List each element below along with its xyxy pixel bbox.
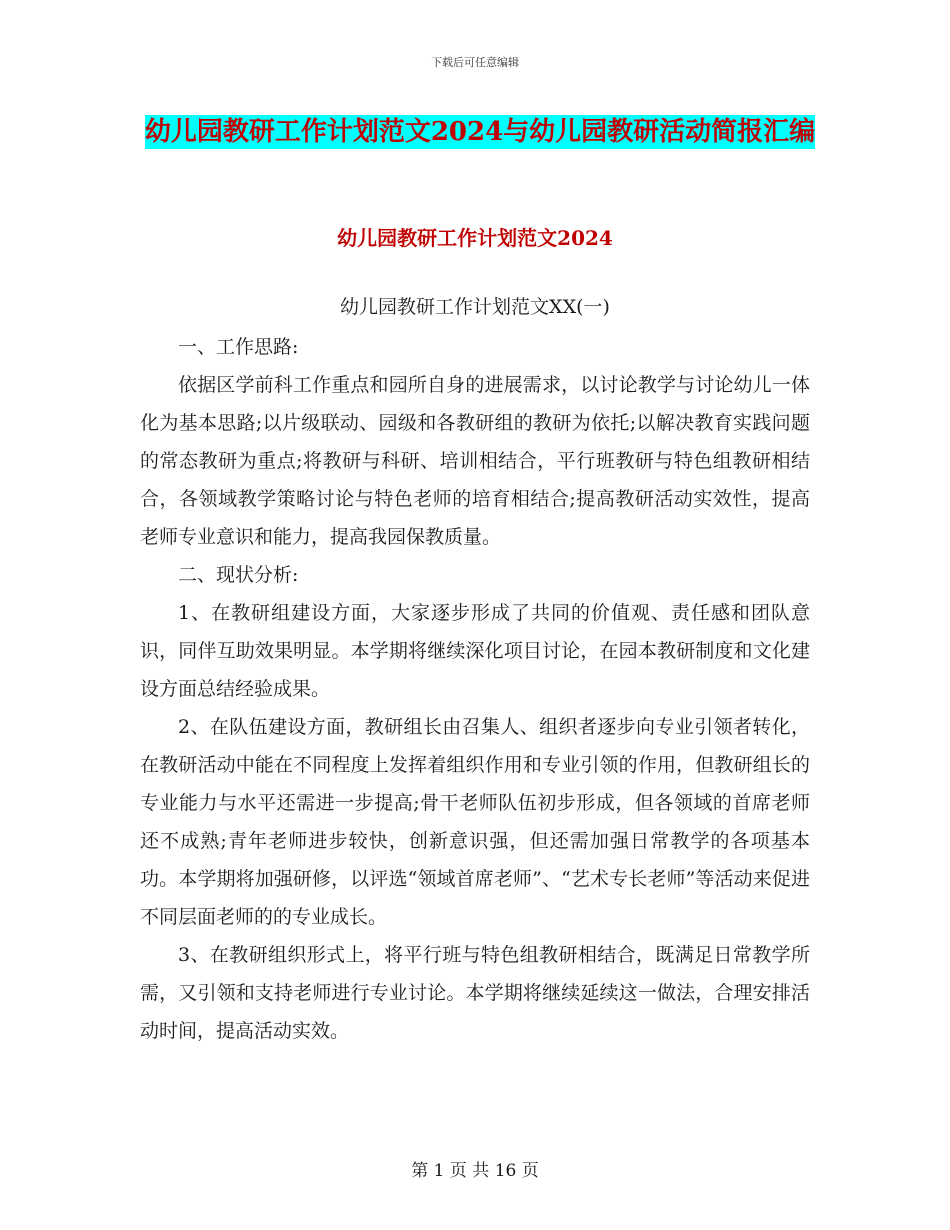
paragraph-staff-building: 2、在队伍建设方面，教研组长由召集人、组织者逐步向专业引领者转化，在教研活动中能在不同程度上发挥着组织作用和专业引领的作用，但教研组长的专业能力与水平还需进一步提高;骨干老师队伍初步形成，但各领域的首席老师还不成熟;青年老师进步较快，创新意识强，但还需加强日常教学的各项基本功。本学期将加强研修，以评选“领域首席老师”、“艺术专长老师”等活动来促进不同层面老师的的专业成长。: [140, 716, 810, 928]
heading-work-ideas: 一、工作思路:: [178, 336, 299, 358]
heading-status-analysis: 二、现状分析:: [178, 564, 299, 586]
paragraph-team-building: 1、在教研组建设方面，大家逐步形成了共同的价值观、责任感和团队意识，同伴互助效果明显。本学期将继续深化项目讨论，在园本教研制度和文化建设方面总结经验成果。: [140, 602, 810, 700]
document-body: [140, 288, 810, 1050]
paragraph-work-ideas: 依据区学前科工作重点和园所自身的进展需求，以讨论教学与讨论幼儿一体化为基本思路;以片级联动、园级和各教研组的教研为依托;以解决教育实践问题的常态教研为重点;将教研与科研、培训相结合，平行班教研与特色组教研相结合，各领域教学策略讨论与特色老师的培育相结合;提高教研活动实效性，提高老师专业意识和能力，提高我园保教质量。: [140, 374, 810, 548]
paragraph-organization-form: 3、在教研组织形式上，将平行班与特色组教研相结合，既满足日常教学所需，又引领和支持老师进行专业讨论。本学期将继续延续这一做法，合理安排活动时间，提高活动实效。: [140, 944, 810, 1042]
header-note: 下载后可任意编辑: [431, 56, 519, 69]
subtitle: 幼儿园教研工作计划范文XX(一): [340, 296, 610, 318]
page-number-footer: 第 1 页 共 16 页: [411, 1161, 539, 1181]
document-title: [140, 110, 820, 154]
document-title-text: 幼儿园教研工作计划范文2024与幼儿园教研活动简报汇编: [144, 117, 816, 147]
section-title: 幼儿园教研工作计划范文2024: [337, 226, 613, 250]
